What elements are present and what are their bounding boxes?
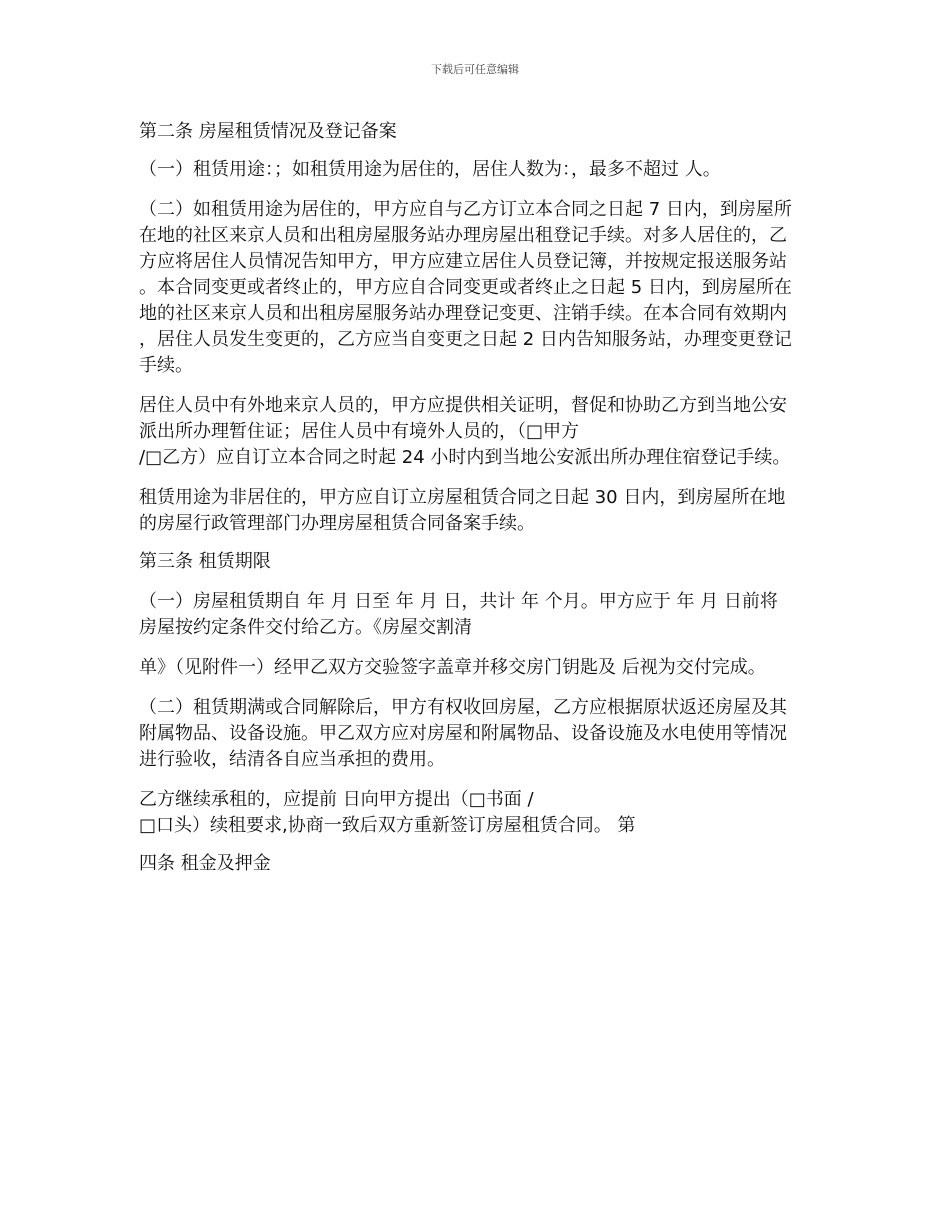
text-line: □口头）续租要求,协商一致后双方重新签订房屋租赁合同。 第 <box>139 815 636 836</box>
text-line: ，居住人员发生变更的，乙方应当自变更之日起 2 日内告知服务站，办理变更登记 <box>139 329 792 350</box>
text-line: （二）租赁期满或合同解除后，甲方有权收回房屋，乙方应根据原状返还房屋及其 <box>139 697 787 718</box>
article-4-heading <box>139 851 815 877</box>
text-line: 地的社区来京人员和出租房屋服务站办理登记变更、注销手续。在本合同有效期内 <box>139 303 787 324</box>
text-line: 四条 租金及押金 <box>139 853 271 874</box>
text-line: （二）如租赁用途为居住的，甲方应自与乙方订立本合同之日起 7 日内，到房屋所 <box>139 199 792 220</box>
text-line: 进行验收，结清各自应当承担的费用。 <box>139 749 445 770</box>
text-line: 乙方继续承租的，应提前 日向甲方提出（□书面 / <box>139 789 534 810</box>
lease-purpose-paragraph <box>139 157 815 183</box>
text-line: 第二条 房屋租赁情况及登记备案 <box>139 121 397 142</box>
non-residential-filing-paragraph <box>139 485 815 537</box>
article-3-heading <box>139 549 815 575</box>
text-line: 第三条 租赁期限 <box>139 551 271 572</box>
article-2-heading <box>139 119 815 145</box>
lease-term-paragraph <box>139 589 815 641</box>
text-line: （一）房屋租赁期自 年 月 日至 年 月 日，共计 年 个月。甲方应于 年 月 日前将 <box>139 591 778 612</box>
text-line: /□乙方）应自订立本合同之时起 24 小时内到当地公安派出所办理住宿登记手续。 <box>139 447 791 468</box>
text-line: 手续。 <box>139 355 193 376</box>
text-line: 租赁用途为非居住的，甲方应自订立房屋租赁合同之日起 30 日内，到房屋所在地 <box>139 487 786 508</box>
handover-paragraph <box>139 655 815 681</box>
non-local-residents-paragraph <box>139 393 815 471</box>
document-body <box>139 119 815 877</box>
text-line: 方应将居住人员情况告知甲方，甲方应建立居住人员登记簿，并按规定报送服务站 <box>139 251 787 272</box>
renewal-paragraph <box>139 787 815 839</box>
text-line: 在地的社区来京人员和出租房屋服务站办理房屋出租登记手续。对多人居住的，乙 <box>139 225 787 246</box>
lease-expiry-paragraph <box>139 695 815 773</box>
text-line: （一）租赁用途：；如租赁用途为居住的，居住人数为：，最多不超过 人。 <box>139 159 721 180</box>
residence-registration-paragraph <box>139 197 815 379</box>
text-line: 房屋按约定条件交付给乙方。《房屋交割清 <box>139 617 472 638</box>
text-line: 附属物品、设备设施。甲乙双方应对房屋和附属物品、设备设施及水电使用等情况 <box>139 723 787 744</box>
text-line: 单》（见附件一）经甲乙双方交验签字盖章并移交房门钥匙及 后视为交付完成。 <box>139 657 766 678</box>
text-line: 的房屋行政管理部门办理房屋租赁合同备案手续。 <box>139 513 535 534</box>
text-line: 居住人员中有外地来京人员的，甲方应提供相关证明，督促和协助乙方到当地公安 <box>139 395 787 416</box>
text-line: 。本合同变更或者终止的，甲方应自合同变更或者终止之日起 5 日内，到房屋所在 <box>139 277 792 298</box>
text-line: 派出所办理暂住证；居住人员中有境外人员的，（□甲方 <box>139 421 580 442</box>
page-header: 下载后可任意编辑 <box>431 63 519 76</box>
